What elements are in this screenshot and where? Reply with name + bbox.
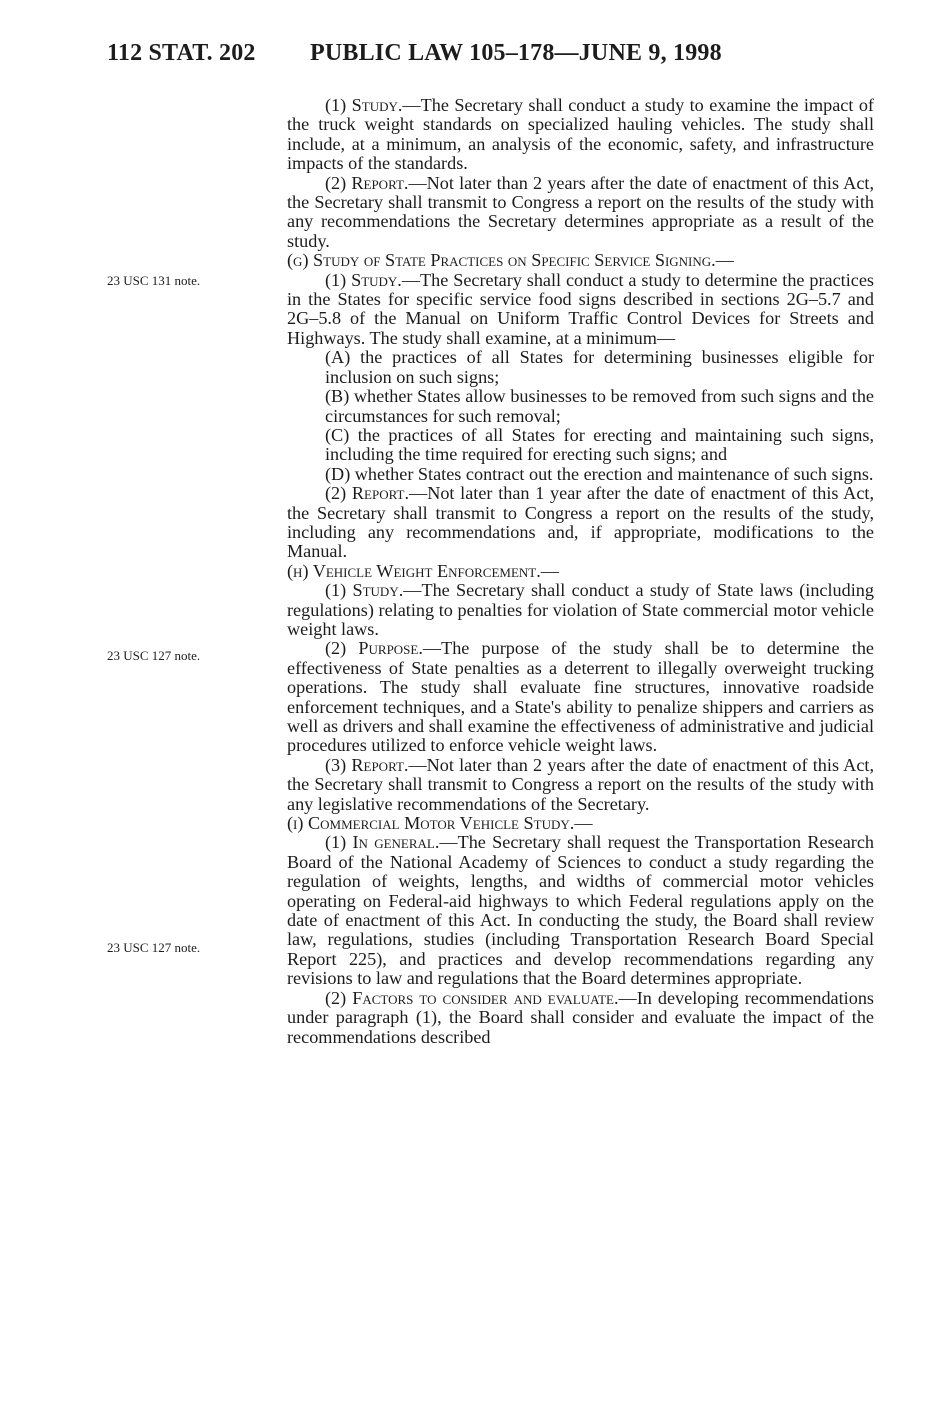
paragraph-label: (1) Study. — [325, 580, 404, 601]
paragraph-f2-report — [287, 174, 874, 252]
paragraph-text: —Not later than 2 years after the date of enactment of this Act, the Secretary shall transmit to Congress a report on the results of the study with any legislative recommendations of the Secretary. — [287, 754, 874, 814]
subsection-i-heading: (i) Commercial Motor Vehicle Study.— — [287, 813, 593, 834]
paragraph-text: —In developing recommendations under paragraph (1), the Board shall consider and evaluate the impact of the recommendations described — [287, 987, 874, 1047]
public-law-title: PUBLIC LAW 105–178—JUNE 9, 1998 — [310, 40, 722, 66]
paragraph-h2-purpose — [287, 639, 874, 755]
paragraph-text: —Not later than 2 years after the date of enactment of this Act, the Secretary shall transmit to Congress a report on the results of the study with any recommendations the Secretary determines appropriate as a result of the study. — [287, 172, 874, 251]
subsection-h-heading: (h) Vehicle Weight Enforcement.— — [287, 560, 559, 581]
paragraph-text: —The purpose of the study shall be to determine the effectiveness of State penalties as a deterrent to illegally overweight trucking operations. The study shall evaluate fine structures, innovative roadside enforcement techniques, and a State's ability to penalize shippers and carriers as well as drivers and shall examine the effectiveness of administrative and judicial procedures utilized to enforce vehicle weight laws. — [287, 638, 874, 756]
paragraph-label: (1) In general. — [325, 832, 440, 853]
subparagraph-g-a: (A) the practices of all States for determining businesses eligible for inclusion on such signs; — [325, 347, 874, 387]
margin-note-usc-127-h: 23 USC 127 note. — [107, 648, 201, 663]
paragraph-h1-study — [287, 581, 874, 639]
subparagraph-g-c: (C) the practices of all States for erecting and maintaining such signs, including the time required for erecting such signs; and — [325, 424, 874, 465]
paragraph-label: (1) Study. — [325, 95, 403, 115]
paragraph-g2-report — [287, 484, 874, 562]
paragraph-label: (1) Study. — [325, 269, 402, 290]
paragraph-text: —Not later than 1 year after the date of enactment of this Act, the Secretary shall transmit to Congress a report on the results of the study, including any recommendations and, if appropriate, modifications to the Manual. — [287, 483, 874, 562]
paragraph-label: (2) Report. — [325, 483, 409, 504]
paragraph-i1-in-general — [287, 833, 874, 988]
margin-note-usc-131: 23 USC 131 note. — [107, 273, 201, 288]
paragraph-i2-factors — [287, 989, 874, 1047]
paragraph-label: (2) Purpose. — [325, 638, 423, 659]
paragraph-label: (3) Report. — [325, 754, 409, 775]
statute-page-number: 112 STAT. 202 — [107, 40, 256, 66]
subsection-g-heading: (g) Study of State Practices on Specific Service Signing.— — [287, 250, 734, 271]
margin-note-usc-127-i: 23 USC 127 note. — [107, 940, 201, 955]
subparagraph-g-b: (B) whether States allow businesses to be removed from such signs and the circumstances for such removal; — [325, 386, 874, 426]
paragraph-f1-study — [287, 96, 874, 174]
paragraph-text: —The Secretary shall request the Transportation Research Board of the National Academy of Sciences to conduct a study regarding the regulation of weights, lengths, and widths of commercial motor vehicles operating on Federal-aid highways to which Federal regulations apply on the date of enactment of this Act. In conducting the study, the Board shall review law, regulations, studies (including Transportation Research Board Special Report 225), and practices and develop recommendations regarding any revisions to law and regulations that the Board determines appropriate. — [287, 832, 874, 989]
paragraph-label: (2) Factors to consider and evaluate. — [325, 987, 619, 1008]
paragraph-text: —The Secretary shall conduct a study of State laws (including regulations) relating to penalties for violation of State commercial motor vehicle weight laws. — [287, 580, 874, 639]
paragraph-text: —The Secretary shall conduct a study to determine the practices in the States for specific service food signs described in sections 2G–5.7 and 2G–5.8 of the Manual on Uniform Traffic Control Devices for Streets and Highways. The study shall examine, at a minimum— — [287, 269, 874, 348]
page-header — [0, 40, 943, 74]
paragraph-label: (2) Report. — [325, 172, 409, 193]
statute-body — [287, 96, 874, 1047]
paragraph-g1-study — [287, 271, 874, 349]
paragraph-text: —The Secretary shall conduct a study to examine the impact of the truck weight standards on specialized hauling vehicles. The study shall include, at a minimum, an analysis of the economic, safety, and infrastructure impacts of the standards. — [287, 95, 874, 174]
subparagraph-g-d: (D) whether States contract out the erection and maintenance of such signs. — [325, 463, 874, 484]
paragraph-h3-report — [287, 756, 874, 814]
